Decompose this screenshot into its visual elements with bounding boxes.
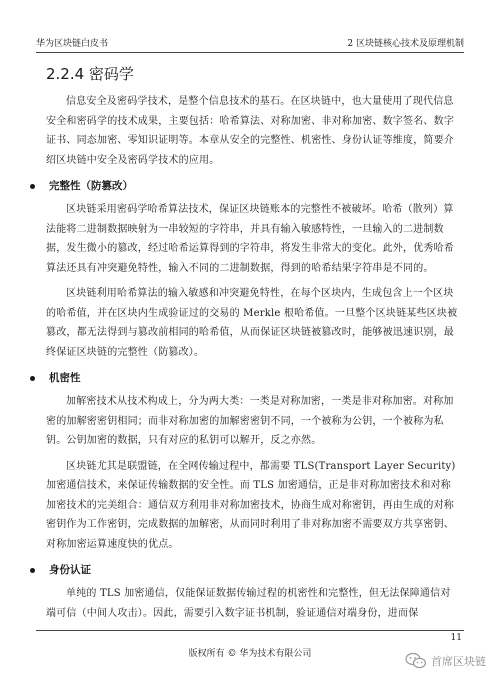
page-body — [46, 64, 460, 629]
integrity-paragraph-2: 区块链利用哈希算法的输入敏感和冲突避免特性，在每个区块内，生成包含上一个区块的哈希值，并在区块内生成验证过的交易的 Merkle 根哈希值。一旦整个区块链某些区块被篡改，都无法得到与篡改前相同的哈希值，从而保证区块链被篡改时，能够被迅速识别，最终保证区块链的完整性（防篡改）。 — [46, 288, 458, 358]
subheading-confidentiality — [30, 368, 460, 388]
header-book-title: 华为区块链白皮书 — [36, 39, 109, 49]
authentication-paragraph-1: 单纯的 TLS 加密通信，仅能保证数据传输过程的机密性和完整性，但无法保障通信对端可信（中间人攻击）。因此，需要引入数字证书机制，验证通信对端身份，进而保 — [46, 588, 451, 619]
confidentiality-paragraph-2: 区块链尤其是联盟链，在全网传输过程中，都需要 TLS(Transport Layer Security)加密通信技术，来保证传输数据的安全性。而 TLS 加密通信，正是非对称加密技术和对称加密技术的完美组合：通信双方利用非对称加密技术，协商生成对称密钥，再由生成的对称密钥作为工作密钥，完成数据的加解密，从而同时利用了非对称加密不需要双方共享密钥、对称加密运算速度快的优点。 — [46, 460, 456, 550]
subheading-label: 完整性（防篡改） — [49, 180, 133, 192]
wechat-icon — [405, 652, 427, 670]
copyright-notice: 版权所有 © 华为技术有限公司 — [188, 649, 312, 659]
page-header — [36, 36, 464, 53]
subheading-authentication — [30, 560, 460, 580]
page-number: 11 — [450, 633, 462, 643]
bullet-icon — [30, 376, 35, 381]
bullet-icon — [30, 568, 35, 573]
section-title: 2.2.4 密码学 — [46, 65, 134, 83]
subheading-label: 机密性 — [49, 372, 81, 384]
intro-paragraph: 信息安全及密码学技术，是整个信息技术的基石。在区块链中，也大量使用了现代信息安全和密码学的技术成果，主要包括：哈希算法、对称加密、非对称加密、数字签名、数字证书、同态加密、零知识证明等。本章从安全的完整性、机密性、身份认证等维度，简要介绍区块链中安全及密码学技术的应用。 — [46, 96, 454, 166]
watermark-text: 首席区块链 — [431, 655, 486, 668]
subheading-integrity — [30, 176, 460, 196]
confidentiality-paragraph-1: 加解密技术从技术构成上，分为两大类：一类是对称加密，一类是非对称加密。对称加密的加解密密钥相同；而非对称加密的加解密密钥不同，一个被称为公钥，一个被称为私钥。公钥加密的数据，只有对应的私钥可以解开，反之亦然。 — [46, 396, 454, 446]
footer-divider — [36, 630, 464, 631]
subheading-label: 身份认证 — [49, 564, 91, 576]
integrity-paragraph-1: 区块链采用密码学哈希算法技术，保证区块链账本的完整性不被破坏。哈希（散列）算法能将二进制数据映射为一串较短的字符串，并具有输入敏感特性，一旦输入的二进制数据，发生微小的篡改，经过哈希运算得到的字符串，将发生非常大的变化。此外，优秀哈希算法还具有冲突避免特性，输入不同的二进制数据，得到的哈希结果字符串是不同的。 — [46, 204, 454, 274]
watermark — [405, 652, 486, 670]
header-chapter-title: 2 区块链核心技术及原理机制 — [347, 39, 464, 49]
bullet-icon — [30, 184, 35, 189]
